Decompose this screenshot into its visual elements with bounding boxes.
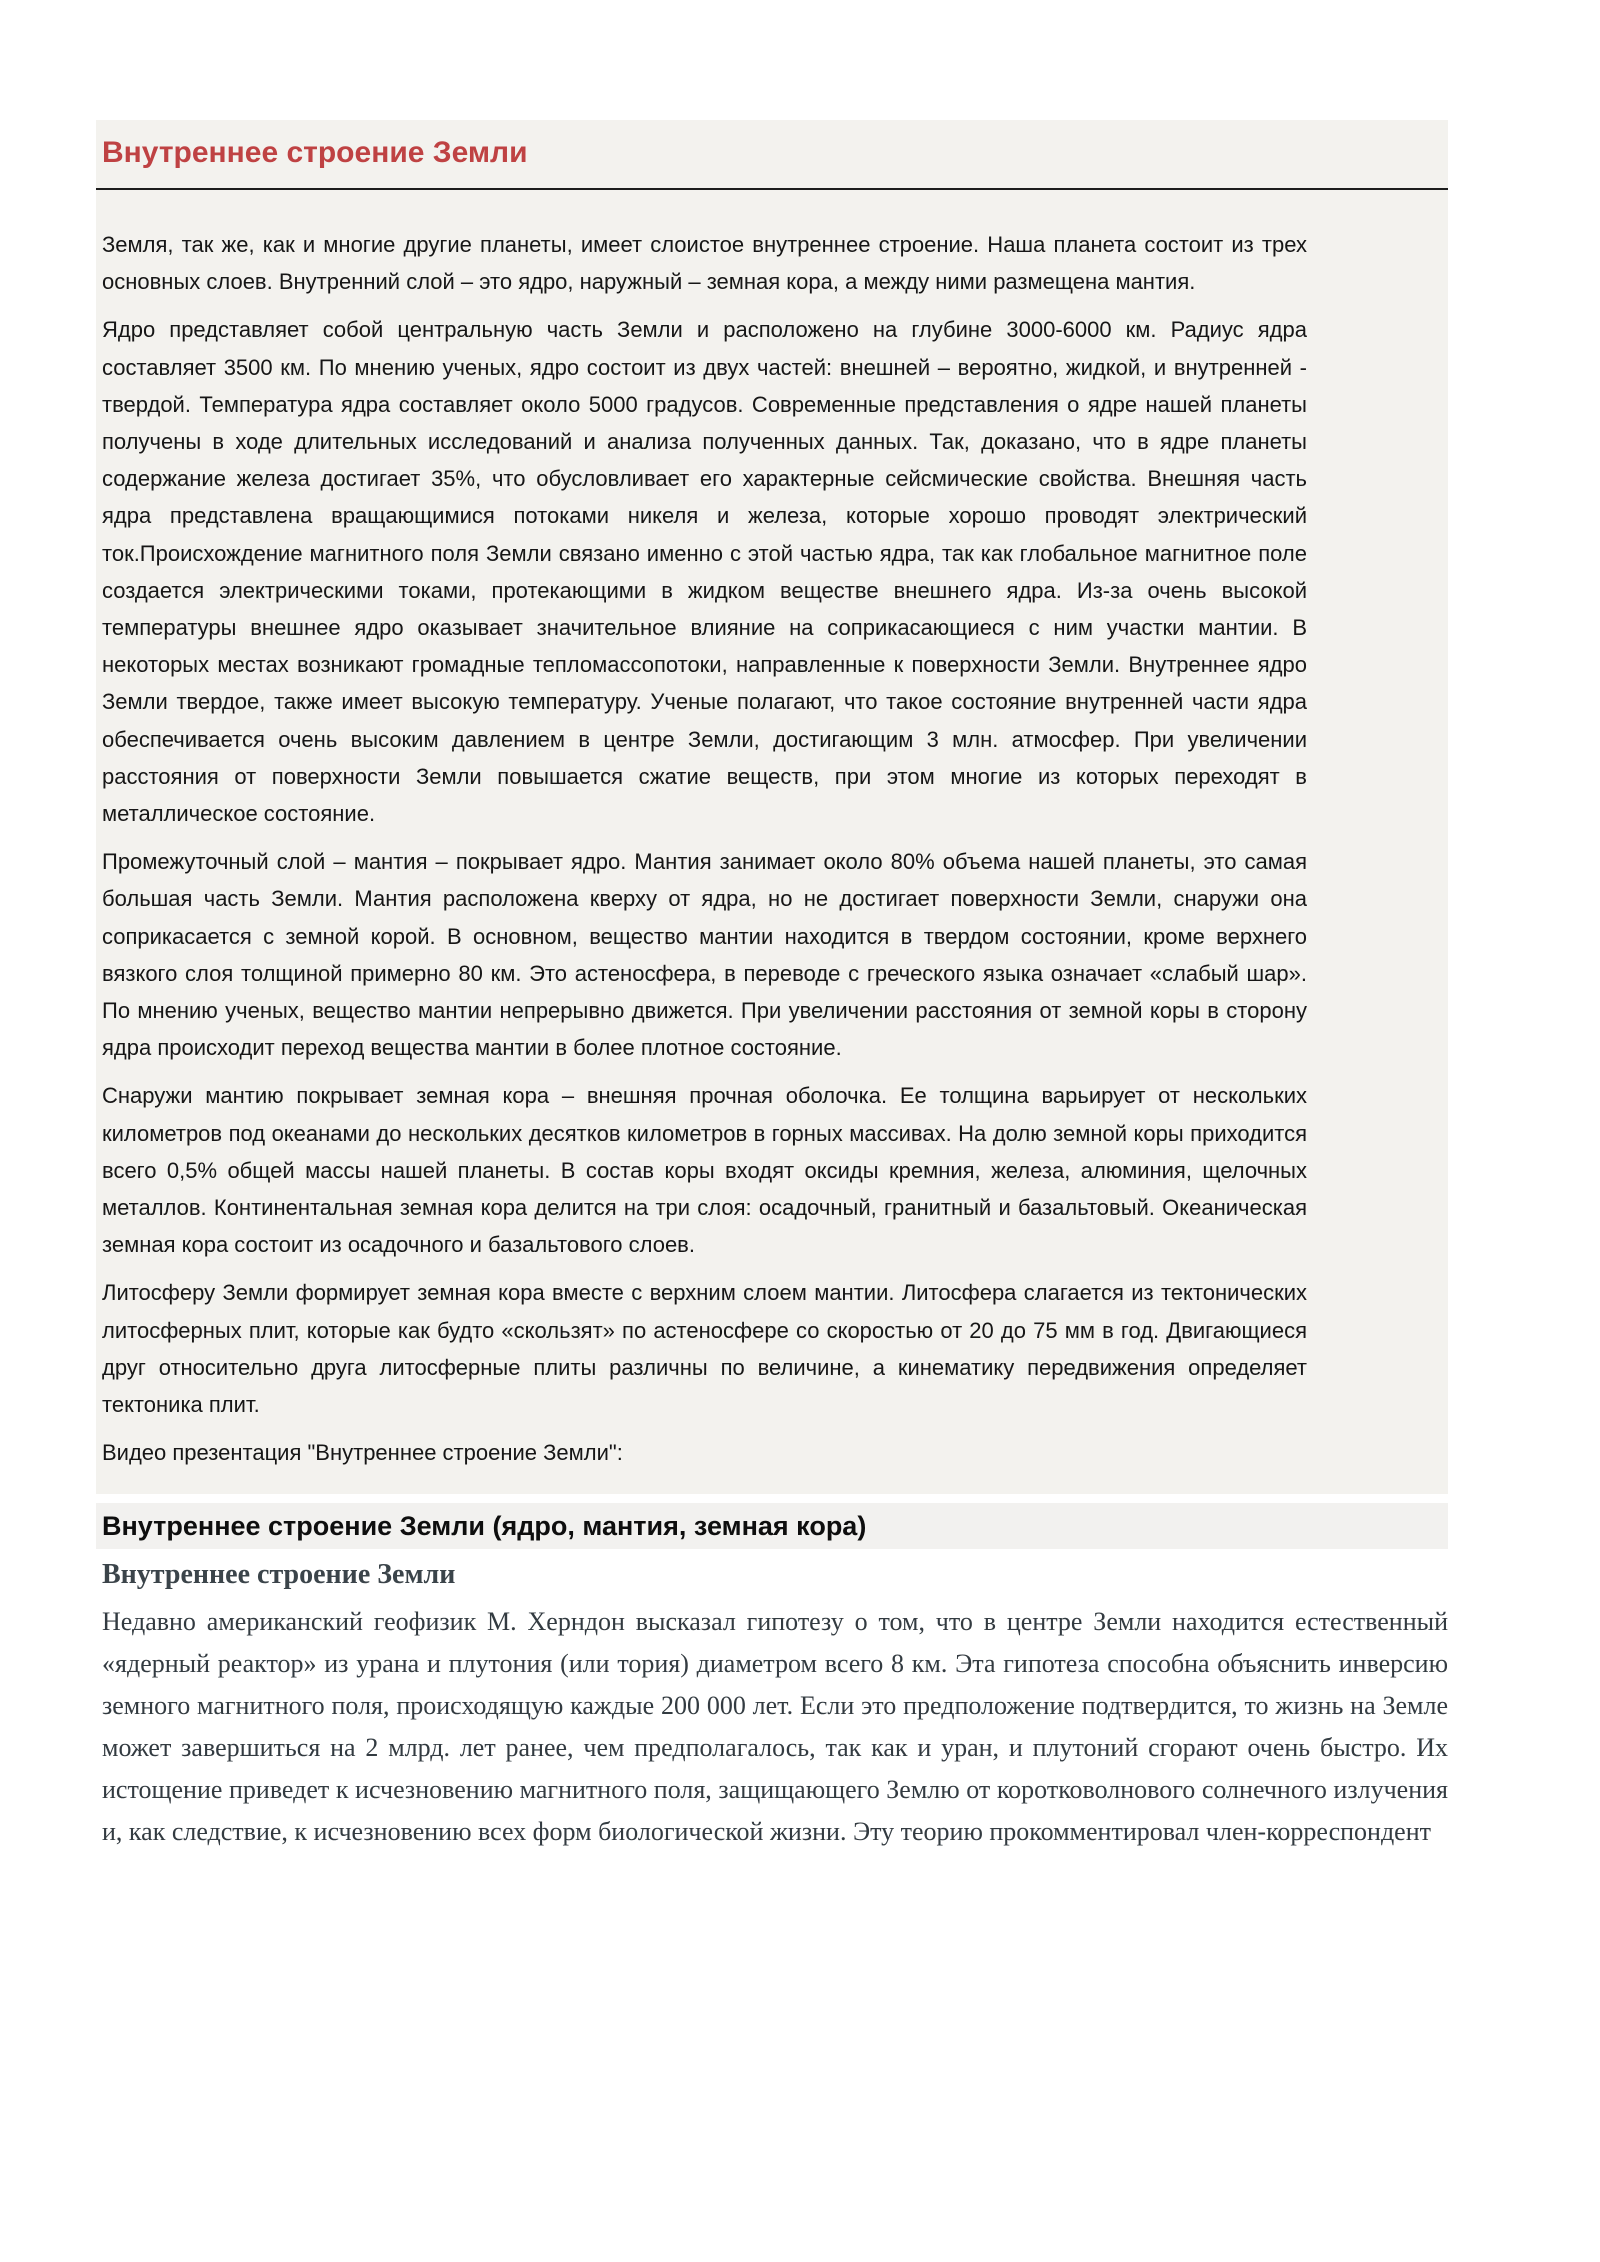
subheading: Внутреннее строение Земли (ядро, мантия, земная кора) [102,1510,867,1541]
serif-article-paragraph: Недавно американский геофизик М. Херндон высказал гипотезу о том, что в центре Земли находится естественный «ядерный реактор» из урана и плутония (или тория) диаметром всего 8 км. Эта гипотеза способна объяснить инверсию земного магнитного поля, происходящую каждые 200 000 лет. Если это предположение подтвердится, то жизнь на Земле может завершиться на 2 млрд. лет ранее, чем предполагалось, так как и уран, и плутоний сгорают очень быстро. Их истощение приведет к исчезновению магнитного поля, защищающего Землю от коротковолнового солнечного излучения и, как следствие, к исчезновению всех форм биологической жизни. Эту теорию прокомментировал член-корреспондент [102,1606,1448,1846]
article-paragraph: Литосферу Земли формирует земная кора вместе с верхним слоем мантии. Литосфера слагается из тектонических литосферных плит, которые как будто «скользят» по астеносфере со скоростью от 20 до 75 мм в год. Двигающиеся друг относительно друга литосферные плиты различны по величине, а кинематику передвижения определяет тектоника плит. [102,1280,1307,1418]
page-title: Внутреннее строение Земли [102,136,528,169]
serif-article-heading: Внутреннее строение Земли [102,1558,456,1590]
article-paragraph: Земля, так же, как и многие другие планеты, имеет слоистое внутреннее строение. Наша планета состоит из трех основных слоев. Внутренний слой – это ядро, наружный – земная кора, а между ними размещена мантия. [102,232,1307,295]
article-body [96,190,1448,1472]
video-presentation-caption: Видео презентация "Внутреннее строение Земли": [102,1440,623,1466]
article-paragraph: Промежуточный слой – мантия – покрывает ядро. Мантия занимает около 80% объема нашей планеты, это самая большая часть Земли. Мантия расположена кверху от ядра, но не достигает поверхности Земли, снаружи она соприкасается с земной корой. В основном, вещество мантии находится в твердом состоянии, кроме верхнего вязкого слоя толщиной примерно 80 км. Это астеносфера, в переводе с греческого языка означает «слабый шар». По мнению ученых, вещество мантии непрерывно движется. При увеличении расстояния от земной коры в сторону ядра происходит переход вещества мантии в более плотное состояние. [102,849,1307,1061]
article-paragraph: Снаружи мантию покрывает земная кора – внешняя прочная оболочка. Ее толщина варьирует от нескольких километров под океанами до нескольких десятков километров в горных массивах. На долю земной коры приходится всего 0,5% общей массы нашей планеты. В состав коры входят оксиды кремния, железа, алюминия, щелочных металлов. Континентальная земная кора делится на три слоя: осадочный, гранитный и базальтовый. Океаническая земная кора состоит из осадочного и базальтового слоев. [102,1083,1307,1258]
article-paragraph: Ядро представляет собой центральную часть Земли и расположено на глубине 3000-6000 км. Радиус ядра составляет 3500 км. По мнению ученых, ядро состоит из двух частей: внешней – вероятно, жидкой, и внутренней - твердой. Температура ядра составляет около 5000 градусов. Современные представления о ядре нашей планеты получены в ходе длительных исследований и анализа полученных данных. Так, доказано, что в ядре планеты содержание железа достигает 35%, что обусловливает его характерные сейсмические свойства. Внешняя часть ядра представлена вращающимися потоками никеля и железа, которые хорошо проводят электрический ток.Происхождение магнитного поля Земли связано именно с этой частью ядра, так как глобальное магнитное поле создается электрическими токами, протекающими в жидком веществе внешнего ядра. Из-за очень высокой температуры внешнее ядро оказывает значительное влияние на соприкасающиеся с ним участки мантии. В некоторых местах возникают громадные тепломассопотоки, направленные к поверхности Земли. Внутреннее ядро Земли твердое, также имеет высокую температуру. Ученые полагают, что такое состояние внутренней части ядра обеспечивается очень высоким давлением в центре Земли, достигающим 3 млн. атмосфер. При увеличении расстояния от поверхности Земли повышается сжатие веществ, при этом многие из которых переходят в металлическое состояние. [102,317,1307,827]
subheading-band [96,1503,1448,1549]
serif-article [96,1549,1448,1853]
article-section [96,120,1448,1494]
